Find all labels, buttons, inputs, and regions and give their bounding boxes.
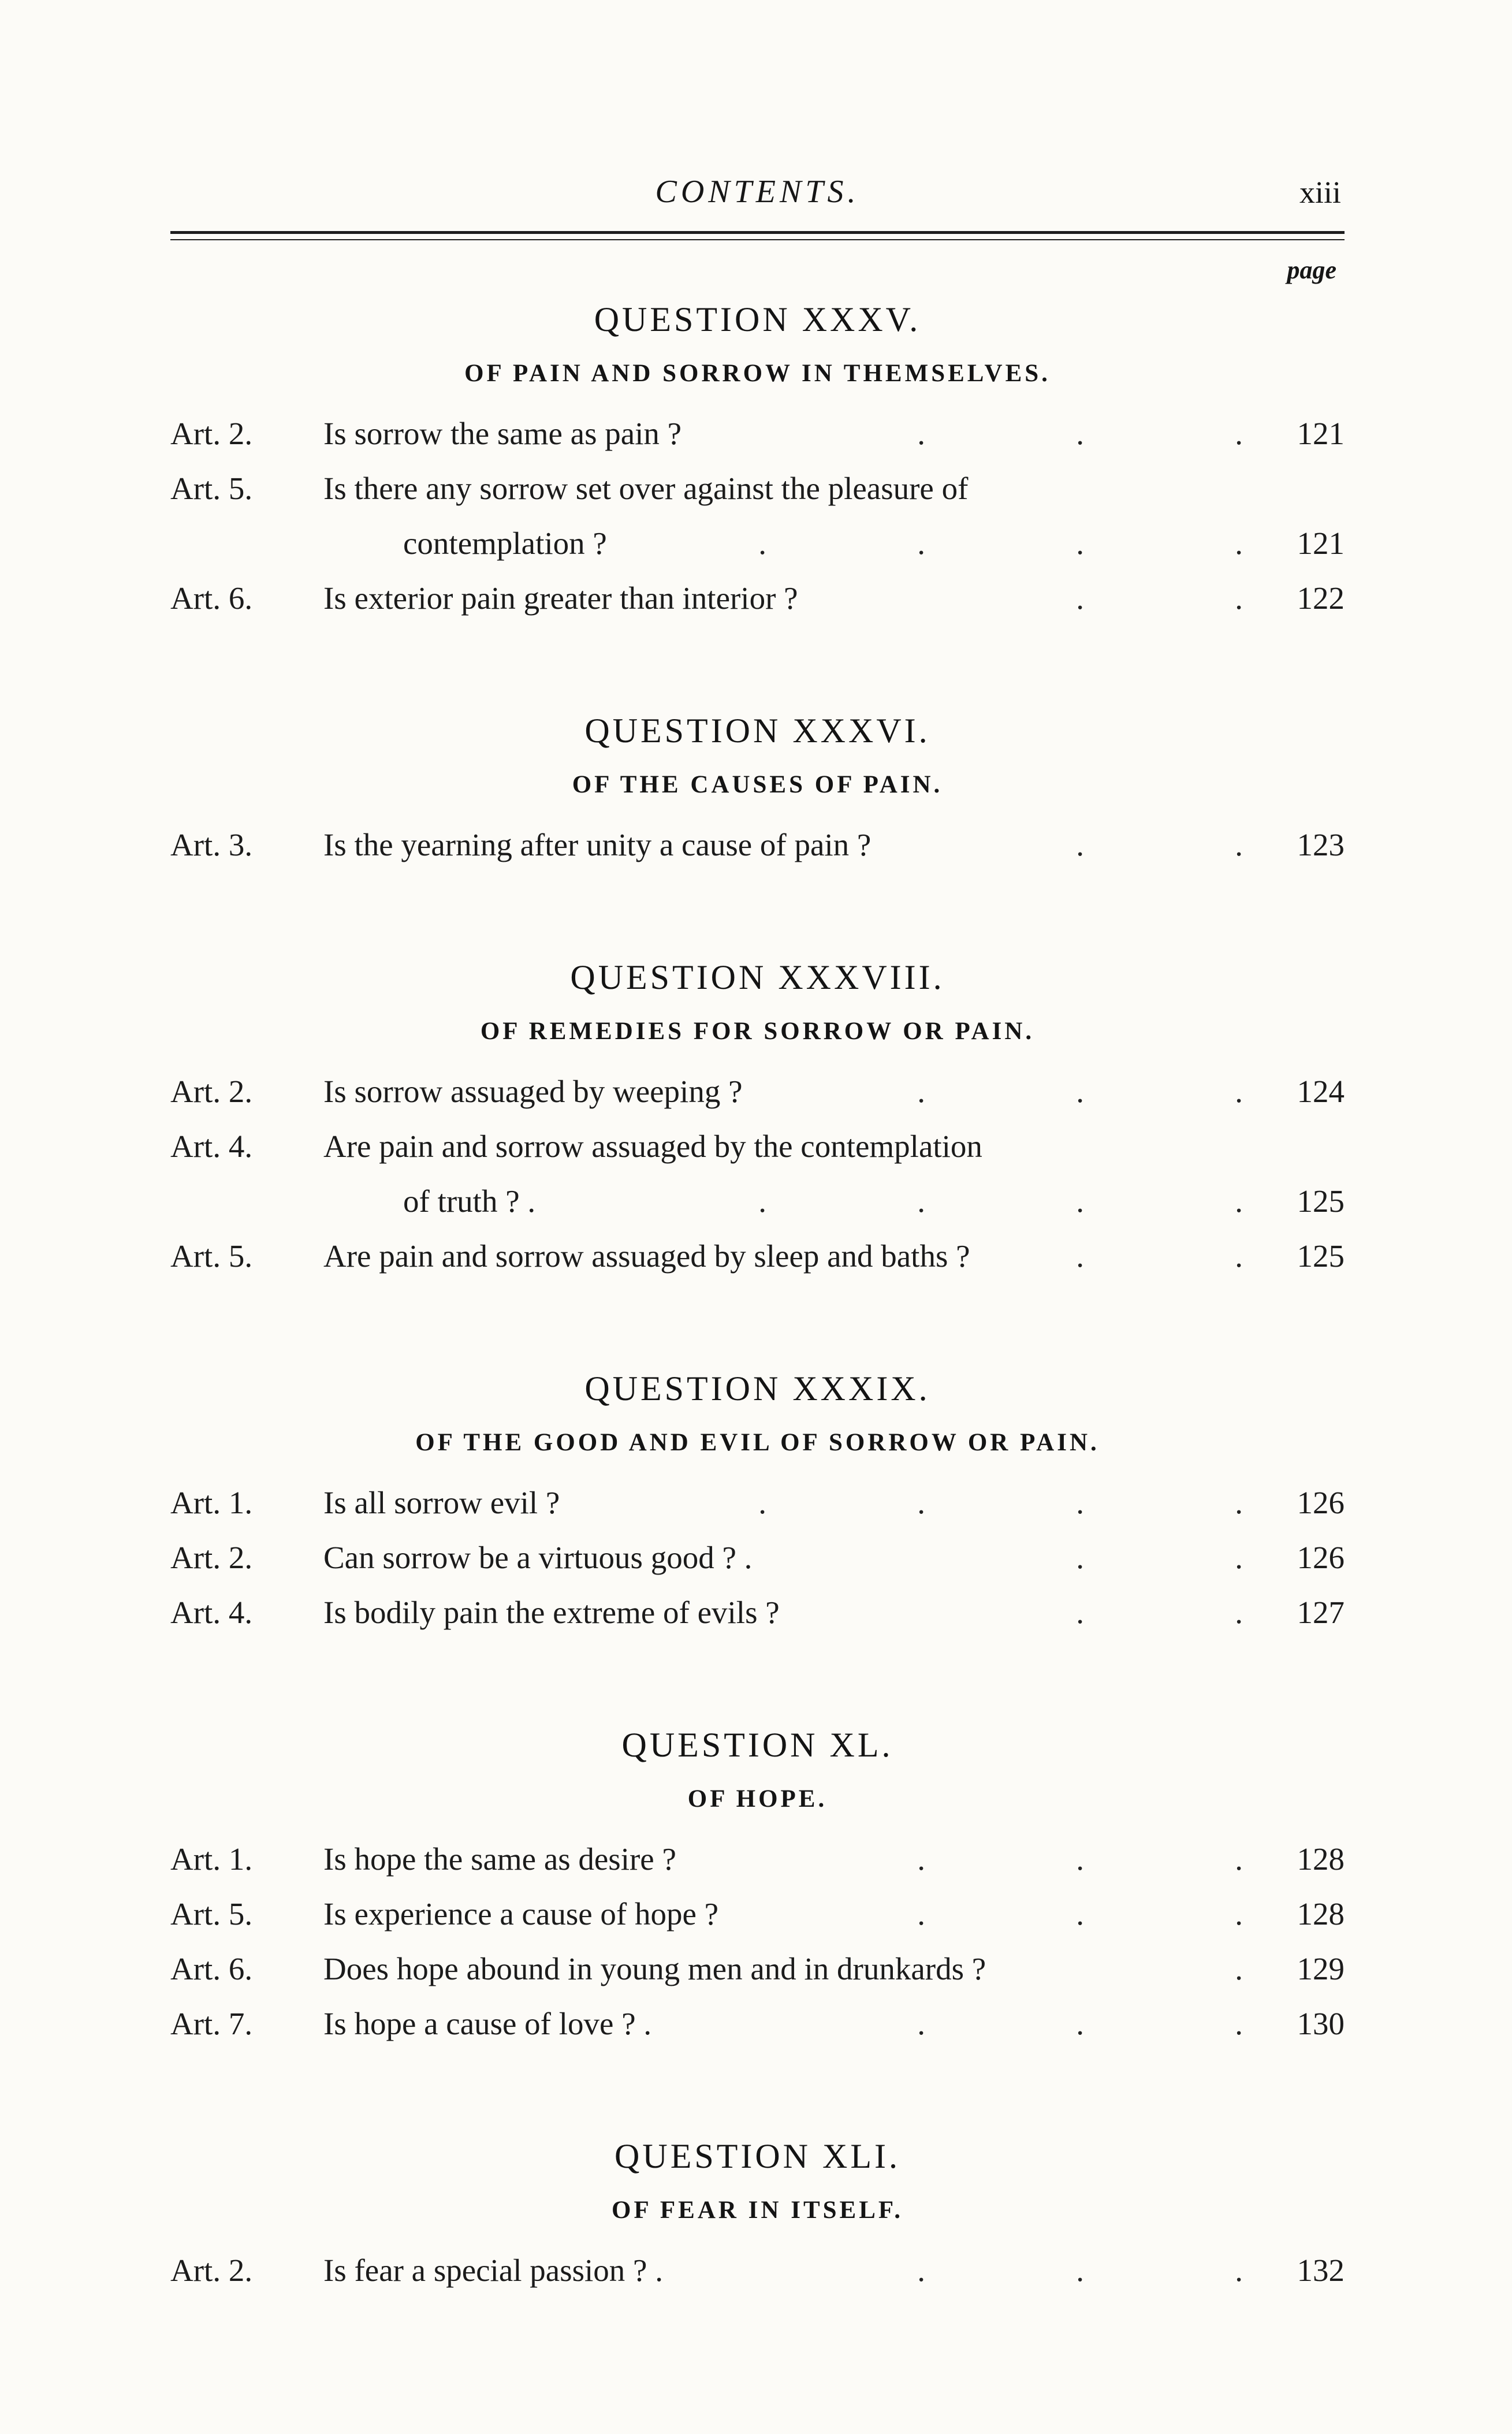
question-subtitle: OF PAIN AND SORROW IN THEMSELVES. [464,360,1051,387]
entry-list [170,1475,1345,1640]
question-subtitle: OF THE CAUSES OF PAIN. [572,771,943,798]
article-label: Art. 2. [170,1074,253,1109]
toc-entry [170,1996,1345,2051]
question-section [170,300,1345,626]
page-column-label: page [1287,256,1336,284]
toc-entry [170,1941,1345,1996]
leader-dots: . . . [917,1074,1243,1109]
toc-entry [170,1064,1345,1119]
entry-page-number: 128 [1297,1841,1345,1877]
toc-entry [170,406,1345,461]
entry-list [170,406,1345,626]
leader-dots: . . [1076,580,1243,616]
entry-page-number: 126 [1297,1540,1345,1575]
entry-page-number: 128 [1297,1896,1345,1931]
article-label: Art. 5. [170,1238,253,1274]
toc-entry [170,1585,1345,1640]
entry-text: Is all sorrow evil ? [323,1485,560,1520]
entry-page-number: 130 [1297,2006,1345,2041]
question-title: QUESTION XL. [621,1726,893,1764]
entry-text: Is bodily pain the extreme of evils ? [323,1595,780,1630]
question-title: QUESTION XLI. [615,2137,900,2175]
toc-entry [170,1475,1345,1530]
leader-dots: . . . [917,2006,1243,2041]
toc-entry [170,1229,1345,1283]
leader-dots: . . . . [758,1485,1243,1520]
toc-entry-continuation [170,1174,1345,1229]
entry-list [170,2243,1345,2298]
entry-list [170,1832,1345,2051]
toc-entry [170,817,1345,872]
question-subtitle: OF REMEDIES FOR SORROW OR PAIN. [480,1018,1035,1045]
entry-text: Is sorrow assuaged by weeping ? [323,1074,743,1109]
leader-dots: . . [1076,1595,1243,1630]
running-head [170,173,1345,216]
entry-text: Does hope abound in young men and in drunkards ? [323,1951,986,1986]
leader-dots: . . . . [758,1183,1243,1219]
leader-dots: . . . . [758,526,1243,561]
question-section [170,1369,1345,1640]
article-label: Art. 6. [170,580,253,616]
entry-page-number: 122 [1297,580,1345,616]
entry-text-continued: of truth ? . [403,1183,536,1219]
entry-page-number: 132 [1297,2253,1345,2288]
entry-text: Can sorrow be a virtuous good ? . [323,1540,753,1575]
question-subtitle: OF THE GOOD AND EVIL OF SORROW OR PAIN. [415,1429,1100,1456]
article-label: Art. 4. [170,1129,253,1164]
toc-entry [170,1119,1345,1174]
entry-text: Is hope the same as desire ? [323,1841,676,1877]
question-subtitle: OF FEAR IN ITSELF. [612,2197,903,2224]
toc-entry [170,2243,1345,2298]
article-label: Art. 3. [170,827,253,862]
entry-text: Is exterior pain greater than interior ? [323,580,798,616]
question-title: QUESTION XXXVI. [584,712,930,750]
entry-text: Is hope a cause of love ? . [323,2006,652,2041]
entry-text-continued: contemplation ? [403,526,607,561]
article-label: Art. 7. [170,2006,253,2041]
entry-text: Are pain and sorrow assuaged by the contemplation [323,1129,982,1164]
article-label: Art. 2. [170,2253,253,2288]
question-section [170,958,1345,1283]
article-label: Art. 2. [170,416,253,451]
entry-list [170,1064,1345,1283]
entry-page-number: 125 [1297,1183,1345,1219]
entry-page-number: 124 [1297,1074,1345,1109]
leader-dots: . . . [917,416,1243,451]
toc-entry [170,1886,1345,1941]
leader-dots: . . . [917,1896,1243,1931]
question-section [170,1725,1345,2051]
entry-text: Is there any sorrow set over against the pleasure of [323,471,969,506]
toc-entry [170,1832,1345,1886]
entry-page-number: 129 [1297,1951,1345,1986]
leader-dots: . . [1076,827,1243,862]
leader-dots: . . . [917,1841,1243,1877]
question-title: QUESTION XXXIX. [584,1369,930,1408]
entry-text: Is sorrow the same as pain ? [323,416,682,451]
folio-number: xiii [1299,175,1341,210]
entry-text: Are pain and sorrow assuaged by sleep and baths ? [323,1238,970,1274]
article-label: Art. 5. [170,471,253,506]
entry-page-number: 123 [1297,827,1345,862]
toc-entry-continuation [170,516,1345,571]
entry-text: Is the yearning after unity a cause of pain ? [323,827,872,862]
entry-list [170,817,1345,872]
entry-page-number: 126 [1297,1485,1345,1520]
page-title: CONTENTS. [655,174,860,210]
entry-page-number: 125 [1297,1238,1345,1274]
toc-entry [170,571,1345,626]
article-label: Art. 2. [170,1540,253,1575]
entry-text: Is experience a cause of hope ? [323,1896,719,1931]
entry-page-number: 121 [1297,416,1345,451]
toc-entry [170,461,1345,516]
double-rule [170,231,1345,240]
question-title: QUESTION XXXV. [594,300,921,338]
question-title: QUESTION XXXVIII. [570,958,945,996]
entry-page-number: 127 [1297,1595,1345,1630]
leader-dots: . . [1076,1540,1243,1575]
article-label: Art. 1. [170,1841,253,1877]
leader-dots: . . . [917,2253,1243,2288]
leader-dots: . . [1076,1238,1243,1274]
entry-page-number: 121 [1297,526,1345,561]
question-section [170,2137,1345,2298]
leader-dots: . [1235,1951,1243,1986]
question-section [170,711,1345,872]
article-label: Art. 5. [170,1896,253,1931]
article-label: Art. 4. [170,1595,253,1630]
toc-entry [170,1530,1345,1585]
page-content [0,173,1512,2298]
entry-text: Is fear a special passion ? . [323,2253,663,2288]
question-subtitle: OF HOPE. [687,1785,828,1813]
article-label: Art. 6. [170,1951,253,1986]
article-label: Art. 1. [170,1485,253,1520]
